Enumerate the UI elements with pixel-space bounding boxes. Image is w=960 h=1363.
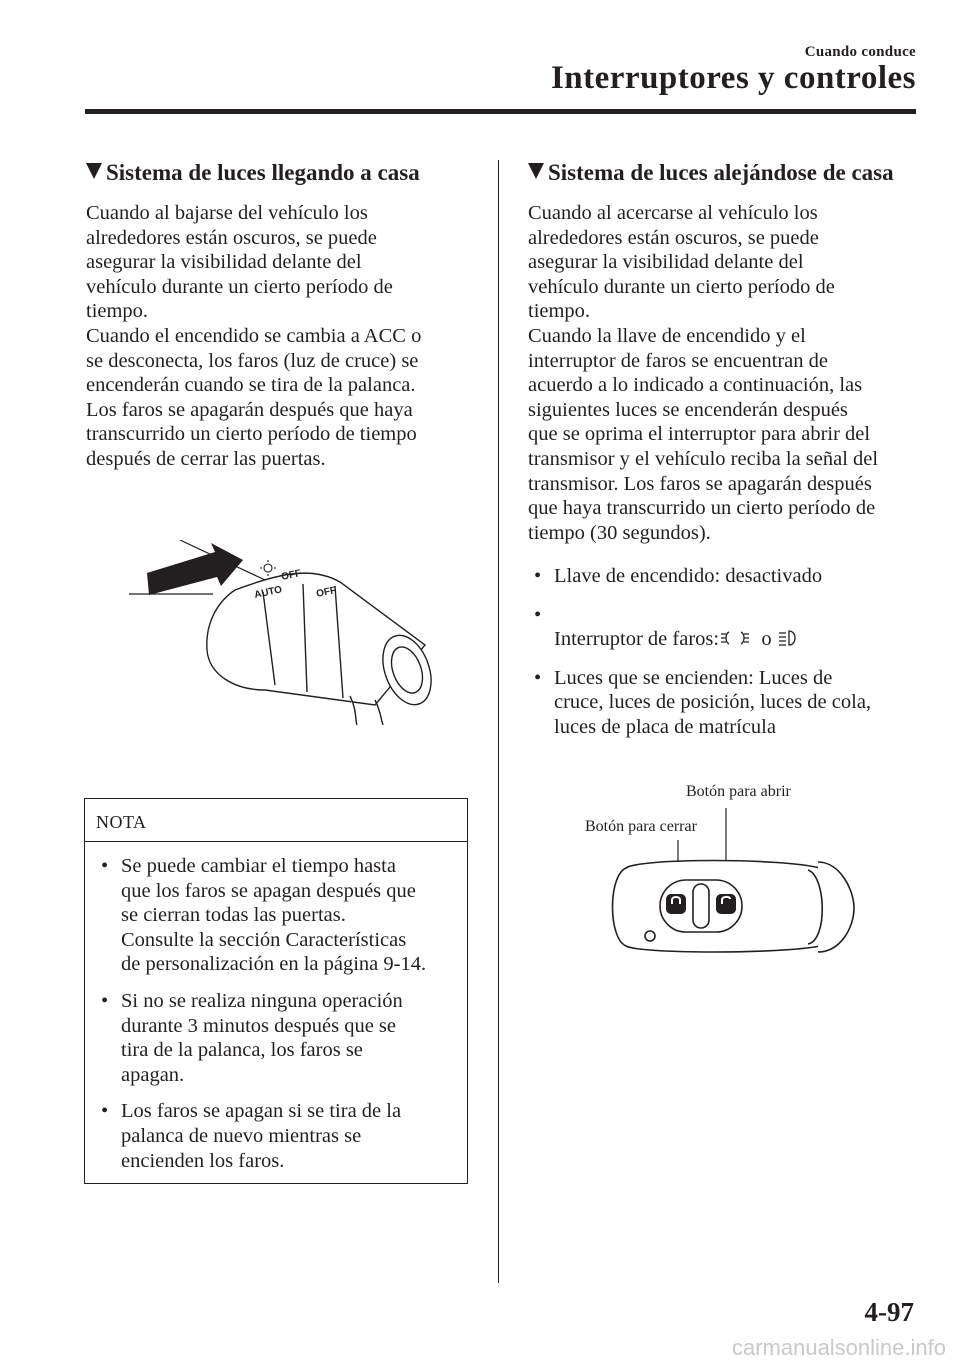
header-rule bbox=[85, 109, 916, 114]
lever-stalk bbox=[375, 700, 383, 725]
triangle-down-icon bbox=[528, 163, 544, 179]
light-sun-rays bbox=[260, 560, 276, 576]
key-fob-led bbox=[645, 931, 655, 941]
key-fob-illustration bbox=[600, 800, 860, 960]
nota-list bbox=[95, 854, 461, 1183]
headlight-lever-illustration bbox=[125, 540, 435, 725]
nota-item: • Se puede cambiar el tiempo hasta que los faros se apagan después que se cierran todas las puertas. Consulte la sección Características de personalización en la página 9-14. bbox=[95, 854, 461, 977]
nota-item: • Si no se realiza ninguna operación durante 3 minutos después que se tira de la palanca, los faros se apagan. bbox=[95, 989, 461, 1087]
label-open-button: Botón para abrir bbox=[686, 783, 791, 800]
lever-label-auto: AUTO bbox=[253, 584, 284, 601]
footer-watermark: carmanualsonline.info bbox=[731, 1335, 946, 1360]
nota-item: • Los faros se apagan si se tira de la palanca de nuevo mientras se encienden los faros. bbox=[95, 1099, 461, 1173]
label-close-button: Botón para cerrar bbox=[585, 818, 697, 835]
left-section-title-text: Sistema de luces llegando a casa bbox=[106, 160, 420, 185]
button-divider bbox=[693, 884, 709, 928]
parking-lights-icon bbox=[719, 628, 751, 648]
nota-box bbox=[84, 798, 468, 1184]
left-section-title bbox=[86, 160, 420, 186]
key-fob-edge bbox=[818, 862, 854, 952]
header-title: Interruptores y controles bbox=[550, 60, 916, 96]
condition-item: • Luces que se encienden: Luces de cruce, luces de posición, luces de cola, luces de placa de matrícula bbox=[528, 666, 928, 740]
right-section-title-text: Sistema de luces alejándose de casa bbox=[548, 160, 894, 185]
pull-arrow-icon bbox=[147, 543, 243, 595]
conditions-list bbox=[528, 564, 928, 750]
left-body: Cuando al bajarse del vehículo los alrededores están oscuros, se puede asegurar la visibilidad delante del vehículo durante un cierto período de tiempo. Cuando el encendido se cambia a ACC o se desconecta, los faros (luz de cruce) se encenderán cuando se tira de la palanca. Los faros se apagarán después que haya transcurrido un cierto período de tiempo después de cerrar las puertas. bbox=[86, 202, 422, 470]
header-section: Cuando conduce bbox=[804, 44, 916, 60]
condition-switch-label: Interruptor de faros: bbox=[554, 628, 720, 651]
nota-heading: NOTA bbox=[85, 799, 467, 842]
lever-label-off: OFF bbox=[280, 568, 303, 583]
lever-label-off: OFF bbox=[315, 585, 338, 600]
condition-or: o bbox=[761, 628, 772, 651]
condition-item bbox=[528, 603, 928, 652]
light-sun-icon bbox=[264, 564, 272, 572]
right-section-title bbox=[528, 160, 894, 186]
low-beam-icon bbox=[777, 628, 799, 648]
page-number: 4-97 bbox=[864, 1297, 914, 1327]
column-divider bbox=[498, 160, 499, 1283]
right-body: Cuando al acercarse al vehículo los alrededores están oscuros, se puede asegurar la visibilidad delante del vehículo durante un cierto período de tiempo. Cuando la llave de encendido y el interruptor de faros se encuentran de acuerdo a lo indicado a continuación, las siguientes luces se encenderán después que se oprima el interruptor para abrir del transmisor y el vehículo reciba la señal del transmisor. Los faros se apagarán después que haya transcurrido un cierto período de tiempo (30 segundos). bbox=[528, 202, 879, 544]
condition-item: • Llave de encendido: desactivado bbox=[528, 564, 928, 589]
triangle-down-icon bbox=[86, 163, 102, 179]
